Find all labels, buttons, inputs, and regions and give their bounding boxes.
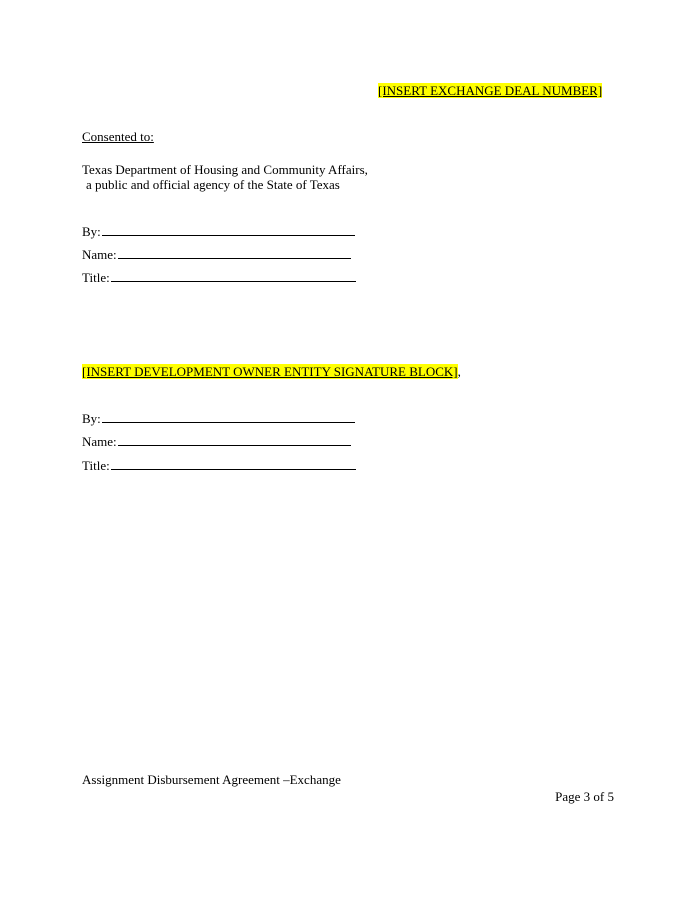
by-signature-line-2[interactable] [102,411,355,423]
title-signature-line-2[interactable] [111,458,356,470]
owner-signature-block [82,364,461,380]
signature-by-row-2 [82,411,355,427]
by-signature-line[interactable] [102,224,355,236]
agency-name: Texas Department of Housing and Community Affairs, [82,162,368,177]
signature-name-row-2 [82,434,351,450]
by-label-2: By: [82,411,101,426]
name-signature-line-2[interactable] [118,434,351,446]
agency-description: a public and official agency of the State of Texas [86,177,340,192]
footer-page-number: Page 3 of 5 [555,789,614,804]
signature-title-row-2 [82,458,356,474]
signature-by-row [82,224,355,240]
deal-number-placeholder [378,83,602,99]
name-signature-line[interactable] [118,247,351,259]
owner-trailing-comma: , [457,364,461,379]
deal-number-text: [INSERT EXCHANGE DEAL NUMBER] [378,83,603,98]
title-label-2: Title: [82,458,110,473]
name-label: Name: [82,247,117,262]
owner-placeholder: [INSERT DEVELOPMENT OWNER ENTITY SIGNATURE BLOCK] [82,364,458,379]
title-signature-line[interactable] [111,270,356,282]
by-label: By: [82,224,101,239]
signature-title-row [82,270,356,286]
signature-name-row [82,247,351,263]
title-label: Title: [82,270,110,285]
name-label-2: Name: [82,434,117,449]
consent-heading: Consented to: [82,129,154,144]
footer-document-title: Assignment Disbursement Agreement –Exchange [82,772,341,787]
